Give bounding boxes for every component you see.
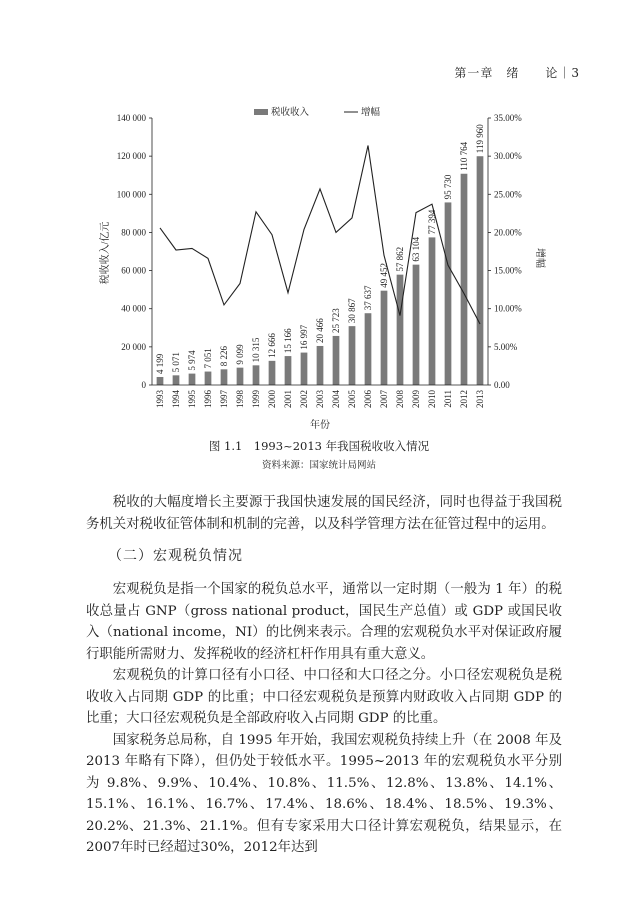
bar [461, 174, 468, 385]
y2-tick-label: 5.00% [494, 341, 518, 352]
bar [381, 291, 388, 385]
x-tick-label: 2001 [283, 390, 293, 408]
x-tick-label: 1999 [251, 390, 261, 408]
legend-bar-label: 税收收入 [271, 108, 310, 118]
axes [152, 118, 488, 385]
figure-caption: 图 1.1 1993~2013 年我国税收收入情况 [208, 439, 430, 453]
bar [285, 356, 292, 385]
paragraph: 宏观税负的计算口径有小口径、中口径和大口径之分。小口径宏观税负是税收收入占同期 GDP 的比重；中口径宏观税负是预算内财政收入占同期 GDP 的比重；大口径宏观税负是全部政府收入占同期 GDP 的比重。 [86, 668, 562, 726]
x-tick-label: 1993 [155, 390, 165, 408]
x-tick-label: 2005 [347, 390, 357, 408]
y-tick-label: 80 000 [121, 227, 146, 238]
bar-data-label: 30 867 [347, 298, 357, 324]
bar-data-label: 57 862 [395, 246, 405, 272]
bar-data-label: 16 997 [299, 324, 309, 350]
x-tick-label: 1996 [203, 390, 213, 408]
y2-tick-label: 25.00% [494, 189, 522, 200]
x-tick-label: 2013 [475, 390, 485, 408]
x-tick-label: 1995 [187, 390, 197, 408]
bar-data-label: 95 730 [443, 174, 453, 200]
x-axis-label: 年份 [310, 420, 330, 431]
bar [317, 346, 324, 385]
x-tick-label: 2009 [411, 390, 421, 408]
bar [205, 372, 212, 385]
x-tick-label: 1994 [171, 390, 181, 408]
y-axis-label: 税收收入/亿元 [100, 221, 111, 285]
y-tick-label: 120 000 [116, 151, 146, 162]
y-tick-label: 140 000 [116, 113, 146, 123]
bar-data-label: 8 226 [219, 346, 229, 367]
bar [349, 326, 356, 385]
x-tick-label: 2003 [315, 390, 325, 408]
y2-tick-label: 35.00% [494, 113, 522, 123]
bar-data-label: 10 315 [251, 337, 261, 363]
x-axis-ticks [155, 390, 485, 409]
bar-data-label: 20 466 [315, 318, 325, 343]
bar-data-label: 63 104 [411, 236, 421, 262]
bar-data-label: 49 452 [379, 262, 389, 288]
x-tick-label: 1997 [219, 390, 229, 408]
paragraph: 国家税务总局称，自 1995 年开始，我国宏观税负持续上升（在 2008 年及 2013 年略有下降），但仍处于较低水平。1995~2013 年的宏观税负水平分别为 9.8%、9.9%、10.4%、10.8%、11.5%、12.8%、13.8%、14.1%、15.1%、16.1%、16.7%、17.4%、18.6%、18.4%、18.5%、19.3%、20.2%、21.3%、21.1%。但有专家采用大口径计算宏观税负，结果显示，在2007年时已经超过30%，2012年达到 [86, 732, 562, 855]
legend-line-label: 增幅 [361, 108, 381, 118]
bar [253, 365, 260, 385]
left-axis-ticks [117, 113, 152, 390]
x-tick-label: 2002 [299, 390, 309, 408]
bar-data-label: 5 071 [171, 352, 181, 373]
bar [173, 375, 180, 385]
legend [254, 106, 381, 118]
x-tick-label: 1998 [235, 390, 245, 408]
x-tick-label: 2000 [267, 390, 277, 408]
x-tick-label: 2004 [331, 390, 341, 408]
bar [445, 202, 452, 385]
bar [477, 156, 484, 385]
y2-tick-label: 0.00 [494, 380, 510, 390]
y-tick-label: 0 [141, 380, 146, 390]
bar-data-label: 37 637 [363, 285, 373, 311]
bar-data-label: 15 166 [283, 328, 293, 354]
y2-tick-label: 20.00% [494, 227, 522, 238]
right-axis-ticks [488, 113, 522, 390]
running-header: 第一章 绪 论｜3 [454, 66, 580, 80]
paragraph: 税收的大幅度增长主要源于我国快速发展的国民经济，同时也得益于我国税务机关对税收征管体制和机制的完善，以及科学管理方法在征管过程中的运用。 [86, 495, 562, 532]
bar-data-label: 12 666 [267, 333, 277, 358]
y2-tick-label: 15.00% [494, 265, 522, 276]
y2-tick-label: 30.00% [494, 151, 522, 162]
bar-data-label: 7 051 [203, 348, 213, 369]
bar [157, 377, 164, 385]
x-tick-label: 2008 [395, 390, 405, 408]
tax-revenue-chart [0, 98, 638, 433]
bar [413, 265, 420, 385]
x-tick-label: 2011 [443, 390, 453, 408]
x-tick-label: 2007 [379, 390, 389, 408]
paragraph-1-block [86, 492, 562, 535]
section-title: （二）宏观税负情况 [108, 548, 243, 564]
bar-data-label: 9 099 [235, 344, 245, 365]
bar-data-label: 110 764 [459, 141, 469, 171]
bar [429, 237, 436, 385]
bar [237, 368, 244, 385]
x-tick-label: 2010 [427, 390, 437, 408]
bar-data-label: 77 394 [427, 209, 437, 235]
bar-data-label: 119 960 [475, 124, 485, 154]
bar [365, 313, 372, 385]
bar-data-labels [155, 124, 485, 374]
y2-tick-label: 10.00% [494, 303, 522, 314]
y-tick-label: 100 000 [116, 189, 146, 200]
x-tick-label: 2012 [459, 390, 469, 408]
y-tick-label: 40 000 [121, 303, 146, 314]
bar [301, 353, 308, 385]
legend-bar-swatch [254, 109, 268, 115]
bar [397, 275, 404, 385]
y-tick-label: 20 000 [121, 341, 146, 352]
bar [269, 361, 276, 385]
bar-data-label: 25 723 [331, 308, 341, 333]
paragraph: 宏观税负是指一个国家的税负总水平，通常以一定时期（一般为 1 年）的税收总量占 GNP（gross national product，国民生产总值）或 GDP 或国民收入（national income，NI）的比例来表示。合理的宏观税负水平对保证政府履行职能所需财力、发挥税收的经济杠杆作用具有重大意义。 [86, 582, 562, 662]
bar [333, 336, 340, 385]
main-text-block [86, 579, 562, 859]
bar [189, 374, 196, 385]
bar-data-label: 4 199 [155, 353, 165, 374]
bar [221, 369, 228, 385]
bar-data-label: 5 974 [187, 350, 197, 371]
figure-source: 资料来源：国家统计局网站 [261, 460, 376, 471]
y-tick-label: 60 000 [121, 265, 146, 276]
x-tick-label: 2006 [363, 390, 373, 408]
y2-axis-label: 增幅 [534, 248, 545, 268]
